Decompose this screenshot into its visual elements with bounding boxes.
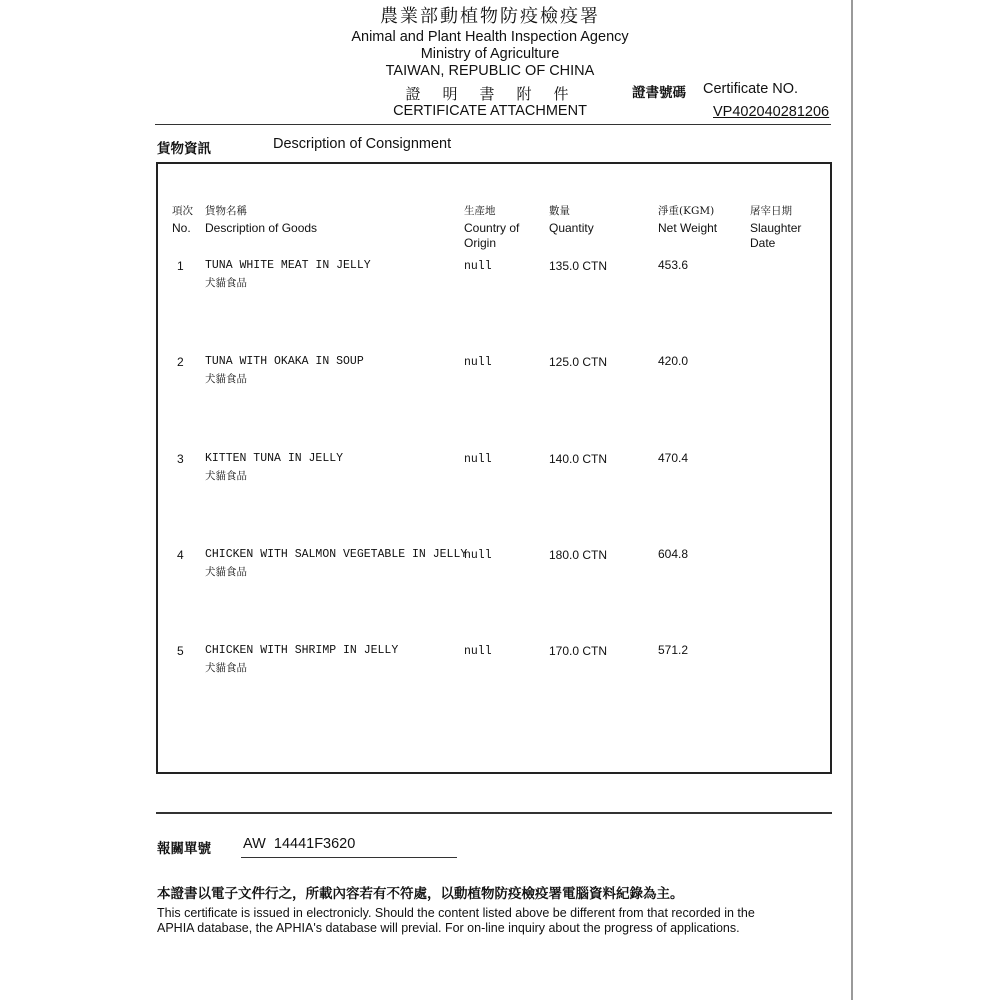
- customs-number-underline: [241, 857, 457, 858]
- net-weight: 453.6: [658, 258, 689, 272]
- row-number: 4: [177, 548, 184, 562]
- quantity: 140.0 CTN: [549, 452, 608, 466]
- notice-en-line2: APHIA database, the APHIA's database will previal. For on-line inquiry about the progress of applications.: [157, 921, 740, 935]
- ministry-name: Ministry of Agriculture: [420, 46, 560, 62]
- header-description-en: Description of Goods: [205, 221, 318, 235]
- consignment-table-frame: [156, 162, 832, 774]
- page-edge-line: [851, 0, 853, 1000]
- header-origin-zh: 生產地: [464, 205, 496, 217]
- agency-name-zh: 農業部動植物防疫檢疫署: [380, 6, 600, 27]
- certificate-label-en: Certificate NO.: [703, 81, 799, 97]
- consignment-label-zh: 貨物資訊: [157, 141, 211, 157]
- country-name: TAIWAN, REPUBLIC OF CHINA: [385, 63, 595, 79]
- goods-category: 犬貓食品: [205, 373, 247, 385]
- country-of-origin: null: [464, 645, 492, 658]
- certificate-label-zh: 證書號碼: [632, 85, 686, 101]
- consignment-label-en: Description of Consignment: [273, 136, 452, 152]
- header-no-en: No.: [172, 221, 191, 235]
- net-weight: 604.8: [658, 547, 689, 561]
- notice-en-line1: This certificate is issued in electronicly. Should the content listed above be different from that recorded in the: [157, 906, 755, 920]
- net-weight: 571.2: [658, 643, 689, 657]
- net-weight: 470.4: [658, 451, 689, 465]
- footer-divider: [156, 812, 832, 814]
- customs-declaration-label: 報關單號: [157, 841, 211, 857]
- quantity: 125.0 CTN: [549, 355, 608, 369]
- header-slaughter-date-en: Slaughter Date: [750, 221, 802, 250]
- row-number: 5: [177, 644, 184, 658]
- header-quantity-en: Quantity: [549, 221, 594, 235]
- agency-name-en: Animal and Plant Health Inspection Agency: [351, 29, 629, 45]
- header-description-zh: 貨物名稱: [205, 205, 247, 217]
- country-of-origin: null: [464, 549, 492, 562]
- header-origin-en: Country of Origin: [464, 221, 520, 250]
- country-of-origin: null: [464, 356, 492, 369]
- row-number: 1: [177, 259, 184, 273]
- goods-name: CHICKEN WITH SALMON VEGETABLE IN JELLY: [205, 548, 468, 561]
- goods-name: TUNA WHITE MEAT IN JELLY: [205, 259, 371, 272]
- customs-declaration-number: AW 14441F3620: [243, 836, 356, 852]
- quantity: 170.0 CTN: [549, 644, 608, 658]
- document-title-zh: 證明書附件: [405, 85, 591, 103]
- header-slaughter-date-zh: 屠宰日期: [750, 205, 792, 217]
- quantity: 180.0 CTN: [549, 548, 608, 562]
- quantity: 135.0 CTN: [549, 259, 608, 273]
- row-number: 2: [177, 355, 184, 369]
- row-number: 3: [177, 452, 184, 466]
- header-quantity-zh: 數量: [549, 205, 570, 217]
- goods-category: 犬貓食品: [205, 470, 247, 482]
- country-of-origin: null: [464, 453, 492, 466]
- goods-name: CHICKEN WITH SHRIMP IN JELLY: [205, 644, 399, 657]
- header-no-zh: 項次: [172, 205, 193, 217]
- country-of-origin: null: [464, 260, 492, 273]
- header-divider: [155, 124, 831, 125]
- goods-category: 犬貓食品: [205, 566, 247, 578]
- goods-name: TUNA WITH OKAKA IN SOUP: [205, 355, 364, 368]
- header-net-weight-zh: 淨重(KGM): [658, 205, 715, 217]
- certificate-number: VP402040281206: [713, 104, 830, 120]
- net-weight: 420.0: [658, 354, 689, 368]
- notice-zh: 本證書以電子文件行之，所載內容若有不符處，以動植物防疫檢疫署電腦資料紀錄為主。: [157, 886, 684, 902]
- document-title-en: CERTIFICATE ATTACHMENT: [393, 103, 587, 119]
- goods-category: 犬貓食品: [205, 277, 247, 289]
- goods-category: 犬貓食品: [205, 662, 247, 674]
- goods-name: KITTEN TUNA IN JELLY: [205, 452, 344, 465]
- header-net-weight-en: Net Weight: [658, 221, 718, 235]
